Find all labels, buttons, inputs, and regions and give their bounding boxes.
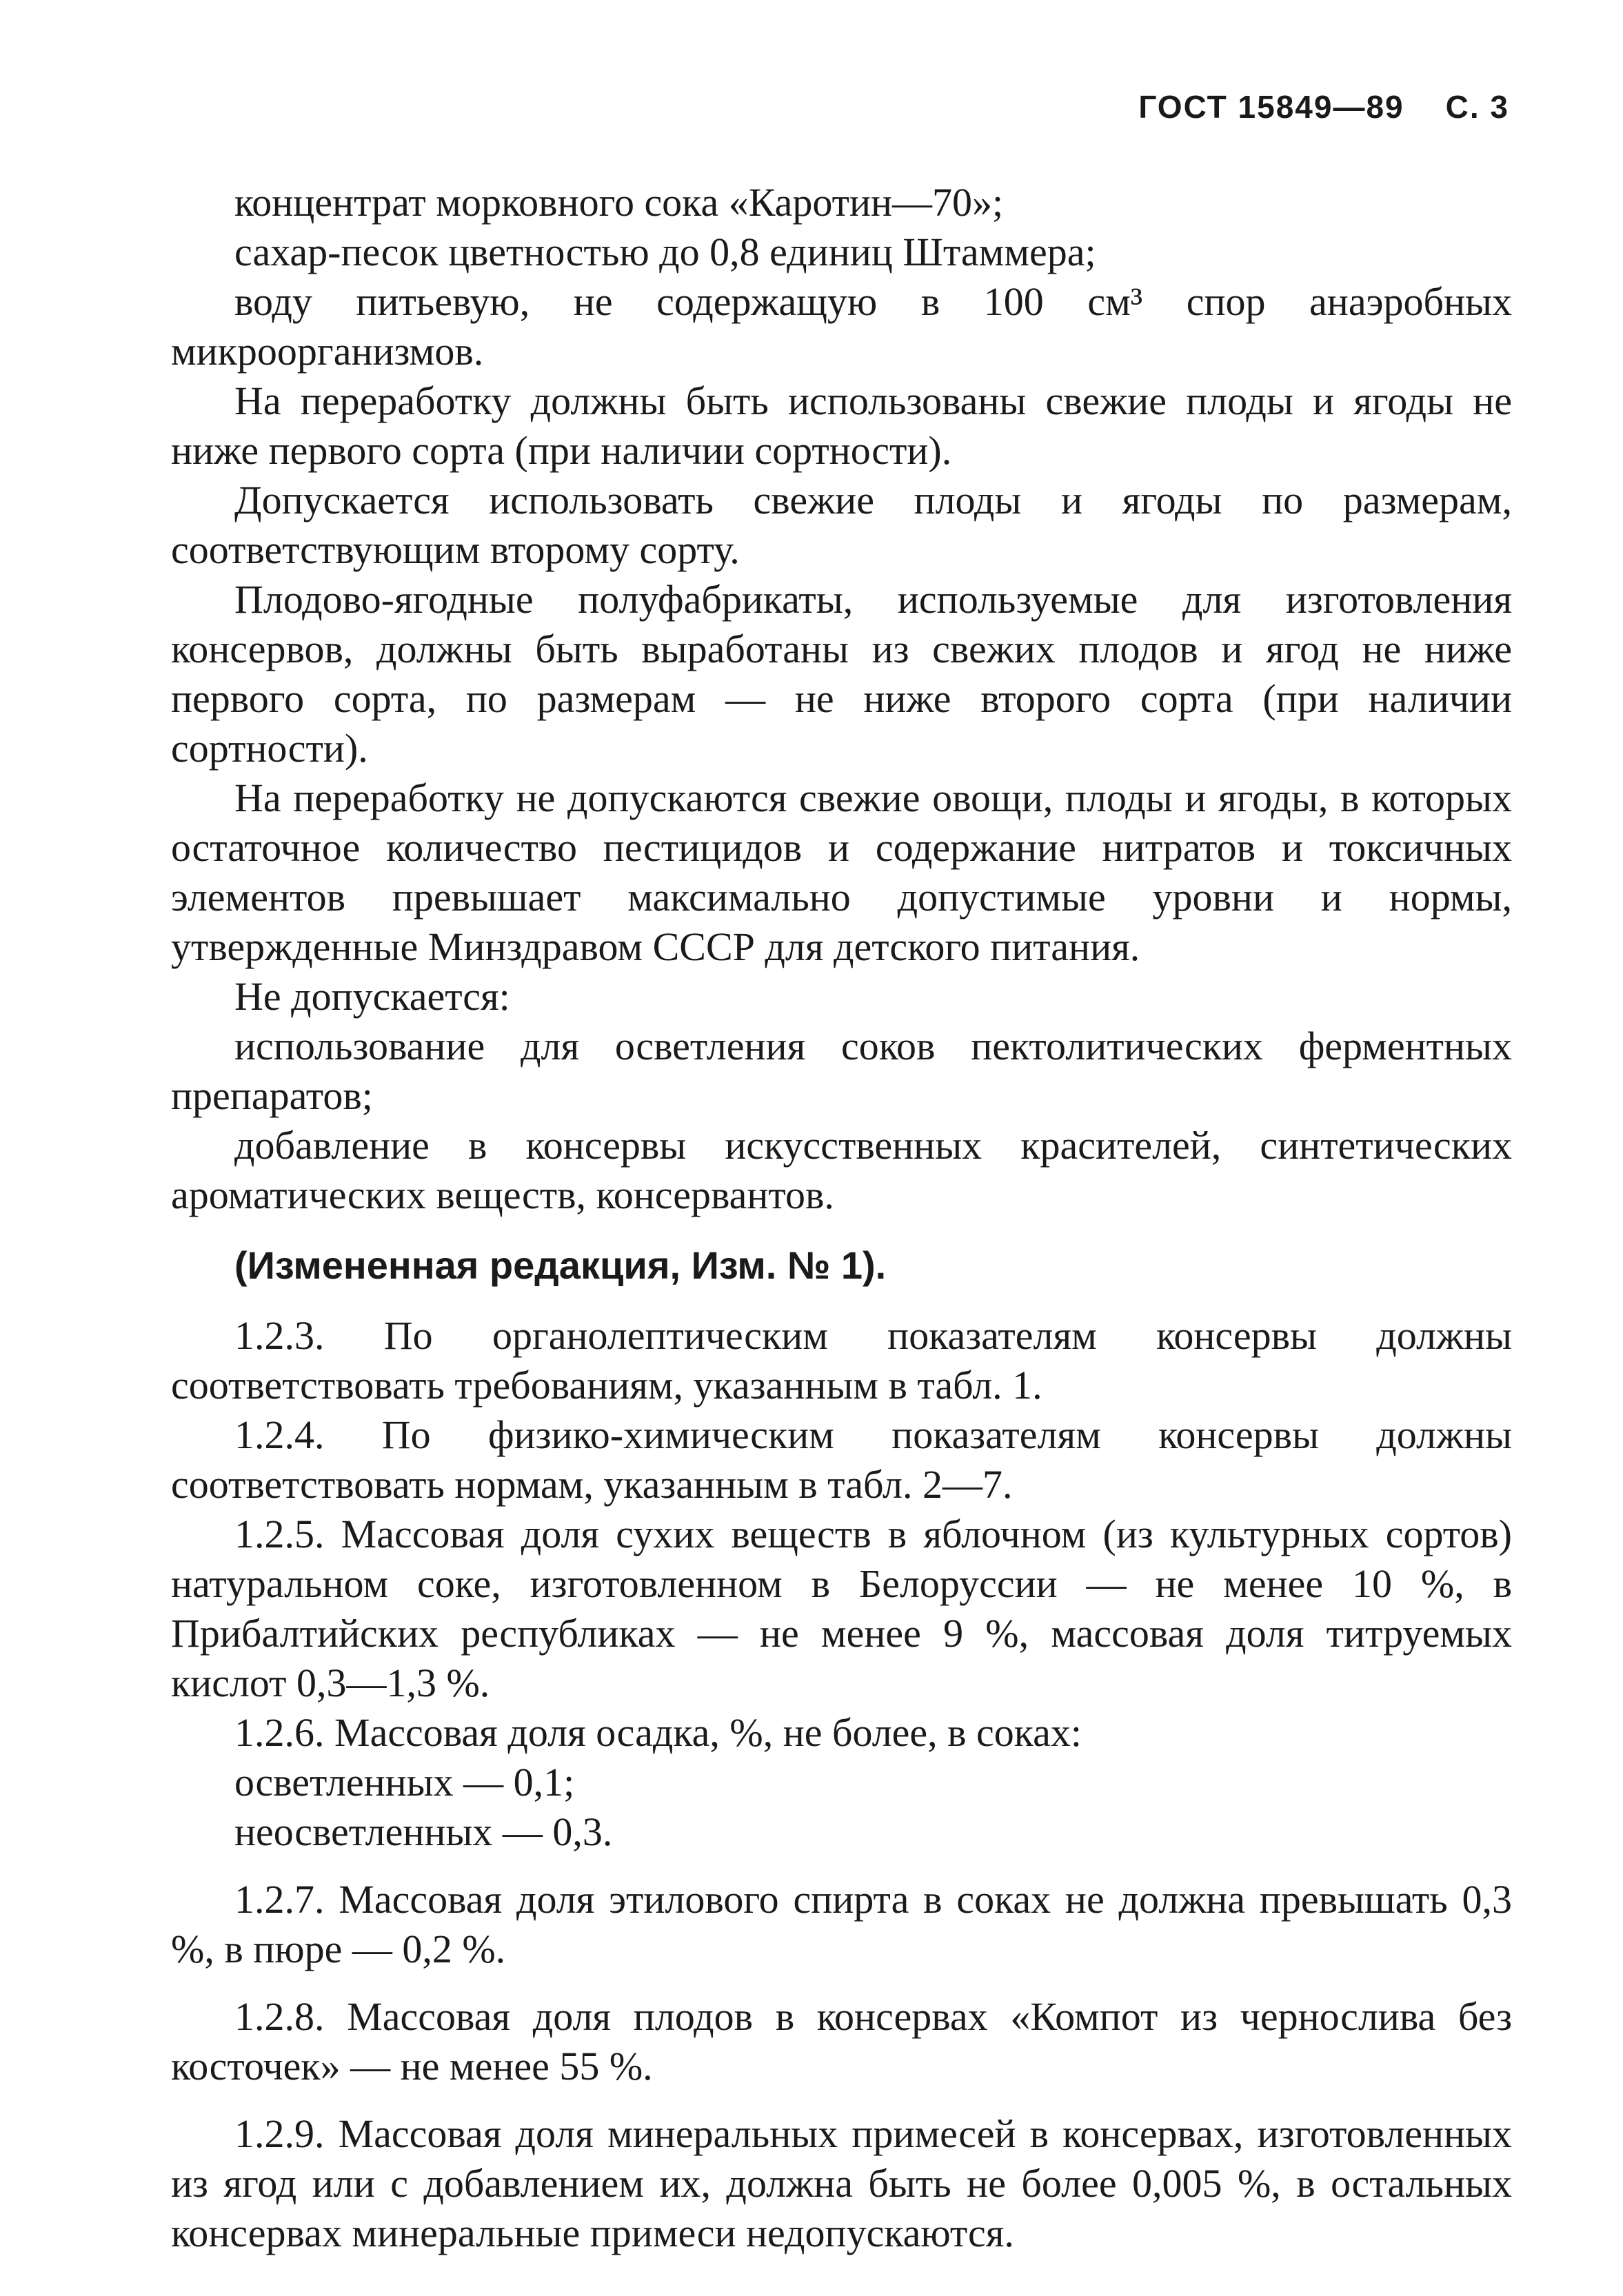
paragraph: Плодово-ягодные полуфабрикаты, используемые для изготовления консервов, должны быть выработаны из свежих плодов и ягод не ниже первого сорта, по размерам — не ниже второго сорта (при наличии сортности). — [171, 577, 1512, 771]
page-number: С. 3 — [1445, 89, 1509, 125]
amendment-note: (Измененная редакция, Изм. № 1). — [234, 1243, 887, 1287]
list-item: воду питьевую, не содержащую в 100 см³ спор анаэробных микроорганизмов. — [171, 279, 1512, 374]
clause-1-2-5: 1.2.5. Массовая доля сухих веществ в яблочном (из культурных сортов) натуральном соке, изготовленном в Белоруссии — не менее 10 %, в Прибалтийских республиках — не менее 9 %, массовая доля титруемых кислот 0,3—1,3 %. — [171, 1512, 1512, 1705]
clause-1-2-9: 1.2.9. Массовая доля минеральных примесей в консервах, изготовленных из ягод или с добавлением их, должна быть не более 0,005 %, в остальных консервах минеральные примеси недопускаются. — [171, 2111, 1512, 2255]
paragraph: На переработку не допускаются свежие овощи, плоды и ягоды, в которых остаточное количество пестицидов и содержание нитратов и токсичных элементов превышает максимально допустимые уровни и нормы, утвержденные Минздравом СССР для детского питания. — [171, 775, 1512, 969]
list-item: концентрат морковного сока «Каротин—70»; — [234, 180, 1004, 225]
list-item: добавление в консервы искусственных красителей, синтетических ароматических веществ, консервантов. — [171, 1123, 1512, 1217]
clause-1-2-6: 1.2.6. Массовая доля осадка, %, не более, в соках: — [234, 1710, 1082, 1755]
list-item: использование для осветления соков пектолитических ферментных препаратов; — [171, 1024, 1512, 1118]
list-item: сахар-песок цветностью до 0,8 единиц Штаммера; — [234, 230, 1096, 274]
paragraph: На переработку должны быть использованы свежие плоды и ягоды не ниже первого сорта (при наличии сортности). — [171, 378, 1512, 473]
clause-1-2-8: 1.2.8. Массовая доля плодов в консервах «Компот из чернослива без косточек» — не менее 55 %. — [171, 1994, 1512, 2089]
clause-1-2-3: 1.2.3. По органолептическим показателям консервы должны соответствовать требованиям, указанным в табл. 1. — [171, 1313, 1512, 1408]
paragraph: Допускается использовать свежие плоды и ягоды по размерам, соответствующим второму сорту. — [171, 478, 1512, 572]
paragraph: Не допускается: — [234, 974, 510, 1019]
body-text — [171, 178, 1512, 2258]
standard-number: ГОСТ 15849—89 — [1138, 89, 1404, 125]
page-header — [1138, 88, 1509, 125]
list-item: неосветленных — 0,3. — [234, 1809, 613, 1854]
list-item: осветленных — 0,1; — [234, 1760, 575, 1805]
clause-1-2-4: 1.2.4. По физико-химическим показателям консервы должны соответствовать нормам, указанным в табл. 2—7. — [171, 1412, 1512, 1507]
clause-1-2-7: 1.2.7. Массовая доля этилового спирта в соках не должна превышать 0,3 %, в пюре — 0,2 %. — [171, 1877, 1512, 1971]
